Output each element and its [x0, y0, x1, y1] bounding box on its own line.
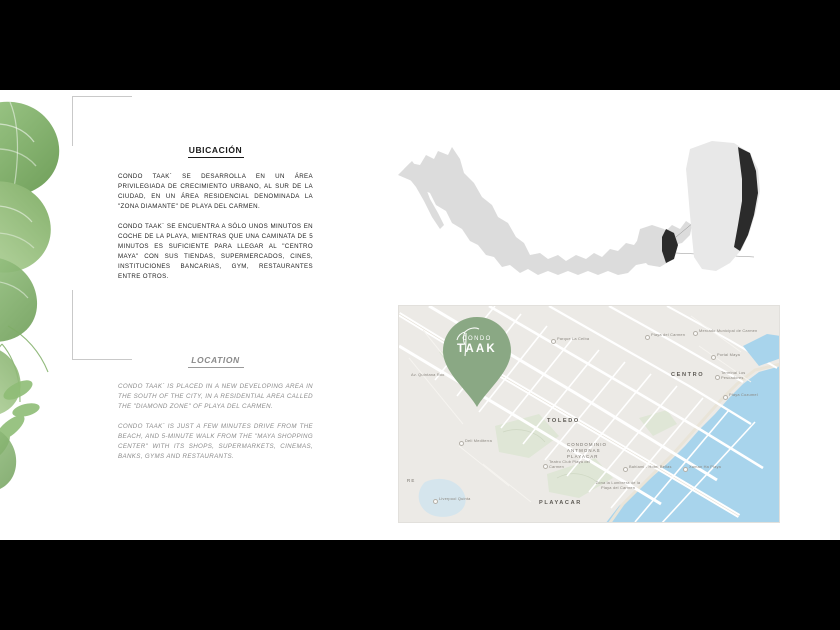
slide-canvas	[0, 90, 840, 540]
marker-brand	[441, 336, 513, 356]
location-heading: LOCATION	[118, 355, 313, 368]
map-poi-dot	[723, 395, 728, 400]
map-poi-bahiami-hotel: Bahiami - Hotel Bellas	[629, 464, 672, 469]
map-poi-dot	[683, 467, 688, 472]
map-poi-dot	[543, 464, 548, 469]
map-poi-zona-lumbrera: Zona la Lumbrera de la Playa del Carmen	[595, 480, 641, 490]
map-poi-dot	[693, 331, 698, 336]
english-section	[118, 355, 313, 472]
map-area-label-playacar: PLAYACAR	[539, 500, 582, 506]
map-area-label-toledo: TOLEDO	[547, 418, 580, 424]
location-paragraph-1: CONDO TAAK´ IS PLACED IN A NEW DEVELOPING AREA IN THE SOUTH OF THE CITY, IN A RESIDENTIAL AREA CALLED THE "DIAMOND ZONE" OF PLAYA DEL CARMEN.	[118, 383, 313, 410]
map-poi-av-quintana-roo: Av. Quintana Roo	[411, 372, 445, 377]
map-poi-dot	[645, 335, 650, 340]
map-poi-dot	[623, 467, 628, 472]
location-paragraph-2: CONDO TAAK´ IS JUST A FEW MINUTES DRIVE FROM THE BEACH, AND 5-MINUTE WALK FROM THE "MAYA SHOPPING CENTER" WITH ITS SHOPS, SUPERMARKETS, CINEMAS, BANKS, GYMS AND RESTAURANTS.	[118, 423, 313, 460]
map-poi-mercado-municipal: Mercado Municipal de Carmen	[699, 328, 758, 333]
mexico-country-map	[390, 125, 780, 295]
marker-brand-bottom: TAAK	[457, 343, 497, 355]
map-poi-teatro-club-playa: Teatro Club Playa del Carmen	[549, 459, 591, 469]
map-poi-dot	[433, 499, 438, 504]
ubicacion-paragraph-1: CONDO TAAK´ SE DESARROLLA EN UN ÁREA PRIVILEGIADA DE CRECIMIENTO URBANO, AL SUR DE LA CIUDAD, EN UN ÁREA RESIDENCIAL DENOMINADA LA "ZONA DIAMANTE" DE PLAYA DEL CARMEN.	[118, 173, 313, 210]
frame-line-top	[72, 96, 73, 146]
spanish-section	[118, 145, 313, 292]
palm-decoration	[0, 90, 90, 540]
map-poi-parque-la-ceiba: Parque La Ceiba	[557, 336, 590, 341]
ubicacion-paragraph-2: CONDO TAAK´ SE ENCUENTRA A SÓLO UNOS MINUTOS EN COCHE DE LA PLAYA, MIENTRAS QUE UNA CAMINATA DE 5 MINUTOS ES SUFICIENTE PARA LLEGAR AL "CENTRO MAYA" CON SUS TIENDAS, SUPERMERCADOS, CINES, INSTITUCIONES BANCARIAS, GYM, RESTAURANTES ENTRE OTROS.	[118, 223, 313, 280]
map-poi-dot	[715, 375, 720, 380]
map-poi-dot	[551, 339, 556, 344]
map-poi-liverpool-quinta: Liverpool Quinta	[439, 496, 471, 501]
map-area-label-centro: CENTRO	[671, 372, 705, 378]
map-poi-terminal-pescadores: Terminal Los Pescadores	[721, 370, 746, 380]
map-area-label-re: RE	[407, 478, 416, 483]
map-poi-portal-maya: Portal Maya	[717, 352, 740, 357]
map-poi-playa-cozumel: Playa Cozumel	[729, 392, 758, 397]
frame-line-top-h	[72, 96, 132, 97]
street-map[interactable]	[398, 305, 780, 523]
map-poi-dot	[459, 441, 464, 446]
map-poi-dot	[711, 355, 716, 360]
condo-taak-map-marker[interactable]	[441, 316, 513, 408]
map-area-label-condominio: CONDOMINIO ANTMONAS PLAYACAR	[567, 442, 608, 459]
frame-line-mid	[72, 290, 73, 360]
map-poi-deli-mediterra: Deli Mediterra	[465, 438, 493, 443]
marker-brand-top: CONDO	[462, 336, 492, 342]
map-poi-xaman-ha: Xaman Ha Playa	[689, 464, 721, 469]
map-poi-playa-del-carmen: Playa del Carmen	[651, 332, 686, 337]
ubicacion-heading: UBICACIÓN	[118, 145, 313, 158]
